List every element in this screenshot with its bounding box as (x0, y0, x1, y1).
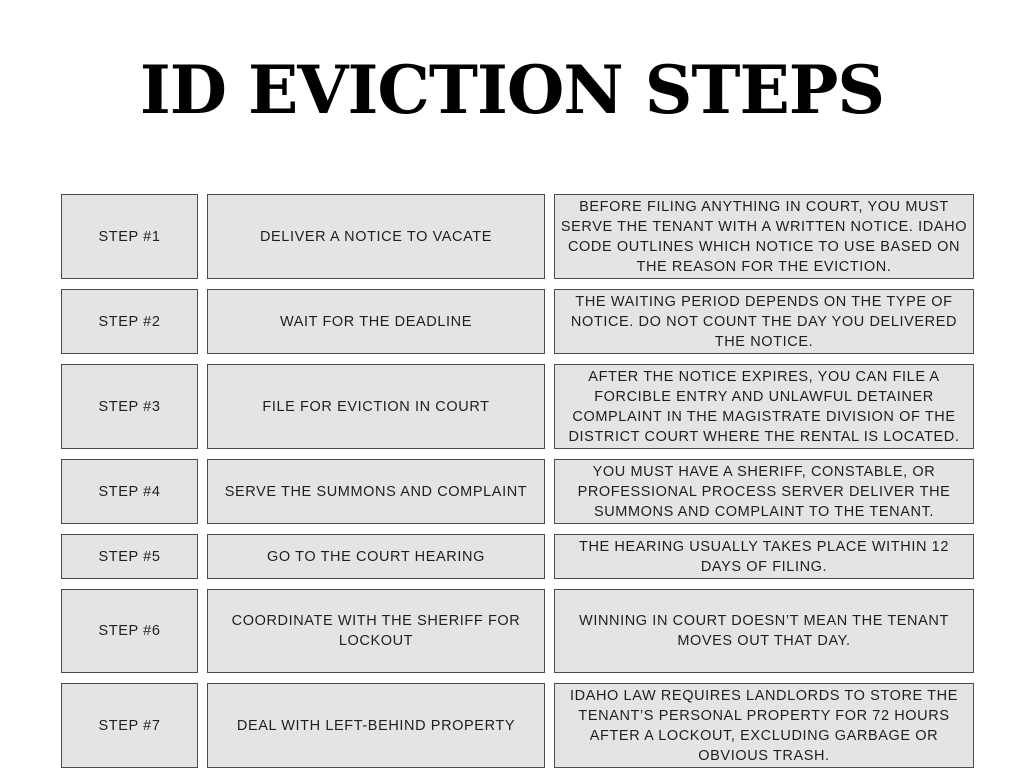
step-number-5: STEP #5 (61, 534, 198, 579)
step-action-5: GO TO THE COURT HEARING (207, 534, 545, 579)
step-action-7: DEAL WITH LEFT-BEHIND PROPERTY (207, 683, 545, 768)
step-action-1: DELIVER A NOTICE TO VACATE (207, 194, 545, 279)
step-detail-3: AFTER THE NOTICE EXPIRES, YOU CAN FILE A FORCIBLE ENTRY AND UNLAWFUL DETAINER COMPLAINT IN THE MAGISTRATE DIVISION OF THE DISTRICT COURT WHERE THE RENTAL IS LOCATED. (554, 364, 974, 449)
step-detail-2: THE WAITING PERIOD DEPENDS ON THE TYPE OF NOTICE. DO NOT COUNT THE DAY YOU DELIVERED THE NOTICE. (554, 289, 974, 354)
page-title: ID EVICTION STEPS (139, 51, 885, 129)
step-number-4: STEP #4 (61, 459, 198, 524)
step-number-6: STEP #6 (61, 589, 198, 673)
step-detail-4: YOU MUST HAVE A SHERIFF, CONSTABLE, OR PROFESSIONAL PROCESS SERVER DELIVER THE SUMMONS AND COMPLAINT TO THE TENANT. (554, 459, 974, 524)
step-action-4: SERVE THE SUMMONS AND COMPLAINT (207, 459, 545, 524)
step-number-1: STEP #1 (61, 194, 198, 279)
step-detail-7: IDAHO LAW REQUIRES LANDLORDS TO STORE THE TENANT’S PERSONAL PROPERTY FOR 72 HOURS AFTER A LOCKOUT, EXCLUDING GARBAGE OR OBVIOUS TRASH. (554, 683, 974, 768)
step-action-2: WAIT FOR THE DEADLINE (207, 289, 545, 354)
step-detail-1: BEFORE FILING ANYTHING IN COURT, YOU MUST SERVE THE TENANT WITH A WRITTEN NOTICE. IDAHO CODE OUTLINES WHICH NOTICE TO USE BASED ON THE REASON FOR THE EVICTION. (554, 194, 974, 279)
step-action-6: COORDINATE WITH THE SHERIFF FOR LOCKOUT (207, 589, 545, 673)
step-number-2: STEP #2 (61, 289, 198, 354)
step-detail-5: THE HEARING USUALLY TAKES PLACE WITHIN 12 DAYS OF FILING. (554, 534, 974, 579)
step-number-7: STEP #7 (61, 683, 198, 768)
step-detail-6: WINNING IN COURT DOESN’T MEAN THE TENANT MOVES OUT THAT DAY. (554, 589, 974, 673)
step-number-3: STEP #3 (61, 364, 198, 449)
step-action-3: FILE FOR EVICTION IN COURT (207, 364, 545, 449)
